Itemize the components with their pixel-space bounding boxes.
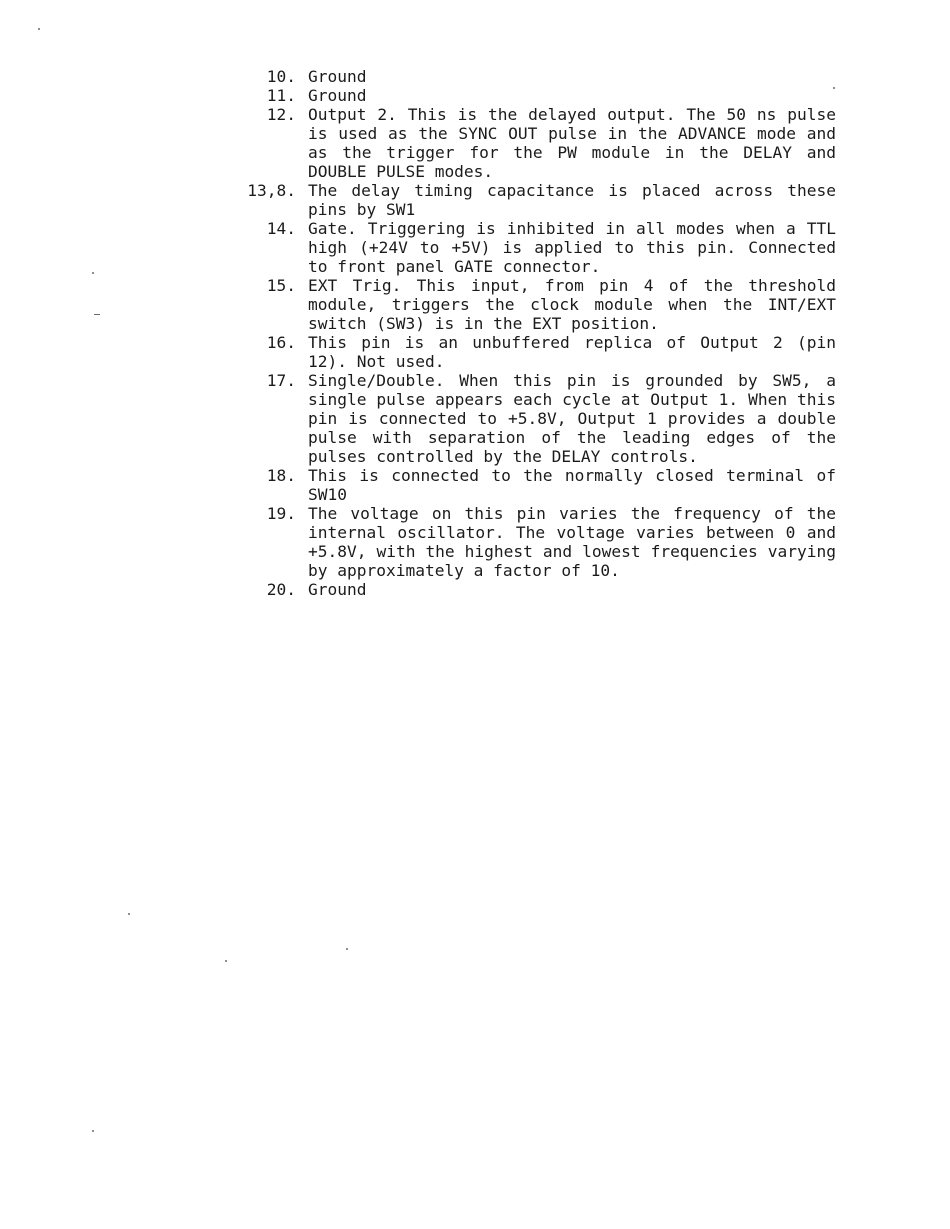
list-item: [210, 276, 850, 333]
pin-number: 12.: [266, 105, 296, 124]
pin-description: EXT Trig. This input, from pin 4 of the threshold module, triggers the clock module when the INT/EXT switch (SW3) is in the EXT position.: [308, 276, 836, 333]
pin-description: Ground: [308, 67, 367, 86]
pin-description: This is connected to the normally closed terminal of SW10: [308, 466, 836, 504]
pin-number: 15.: [266, 276, 296, 295]
list-item: [210, 466, 850, 504]
pin-description: Output 2. This is the delayed output. The 50 ns pulse is used as the SYNC OUT pulse in the ADVANCE mode and as the trigger for the PW module in the DELAY and DOUBLE PULSE modes.: [308, 105, 836, 181]
scan-speck: [94, 314, 100, 315]
scan-speck: [38, 28, 40, 30]
list-item: [210, 580, 850, 599]
scan-speck: [92, 1130, 94, 1132]
scan-speck: [92, 272, 94, 274]
scan-speck: [225, 960, 227, 962]
list-item: [210, 105, 850, 181]
pin-description: Ground: [308, 580, 367, 599]
scan-speck: [833, 87, 835, 89]
list-item: [210, 219, 850, 276]
scan-speck: [346, 948, 348, 950]
pin-number: 14.: [266, 219, 296, 238]
pin-description-list: [210, 67, 850, 599]
pin-number: 17.: [266, 371, 296, 390]
pin-description: Ground: [308, 86, 367, 105]
pin-description: This pin is an unbuffered replica of Output 2 (pin 12). Not used.: [308, 333, 836, 371]
list-item: [210, 333, 850, 371]
scan-speck: [128, 913, 130, 915]
pin-number: 18.: [266, 466, 296, 485]
pin-number: 13,8.: [247, 181, 296, 200]
pin-number: 20.: [266, 580, 296, 599]
list-item: [210, 181, 850, 219]
pin-description: Gate. Triggering is inhibited in all modes when a TTL high (+24V to +5V) is applied to this pin. Connected to front panel GATE connector.: [308, 219, 836, 276]
pin-number: 19.: [266, 504, 296, 523]
list-item: [210, 67, 850, 86]
pin-description: The voltage on this pin varies the frequency of the internal oscillator. The voltage varies between 0 and +5.8V, with the highest and lowest frequencies varying by approximately a factor of 10.: [308, 504, 836, 580]
pin-number: 11.: [266, 86, 296, 105]
list-item: [210, 86, 850, 105]
pin-description: The delay timing capacitance is placed across these pins by SW1: [308, 181, 836, 219]
pin-description: Single/Double. When this pin is grounded by SW5, a single pulse appears each cycle at Output 1. When this pin is connected to +5.8V, Output 1 provides a double pulse with separation of the leading edges of the pulses controlled by the DELAY controls.: [308, 371, 836, 466]
pin-number: 16.: [266, 333, 296, 352]
list-item: [210, 371, 850, 466]
pin-number: 10.: [266, 67, 296, 86]
list-item: [210, 504, 850, 580]
